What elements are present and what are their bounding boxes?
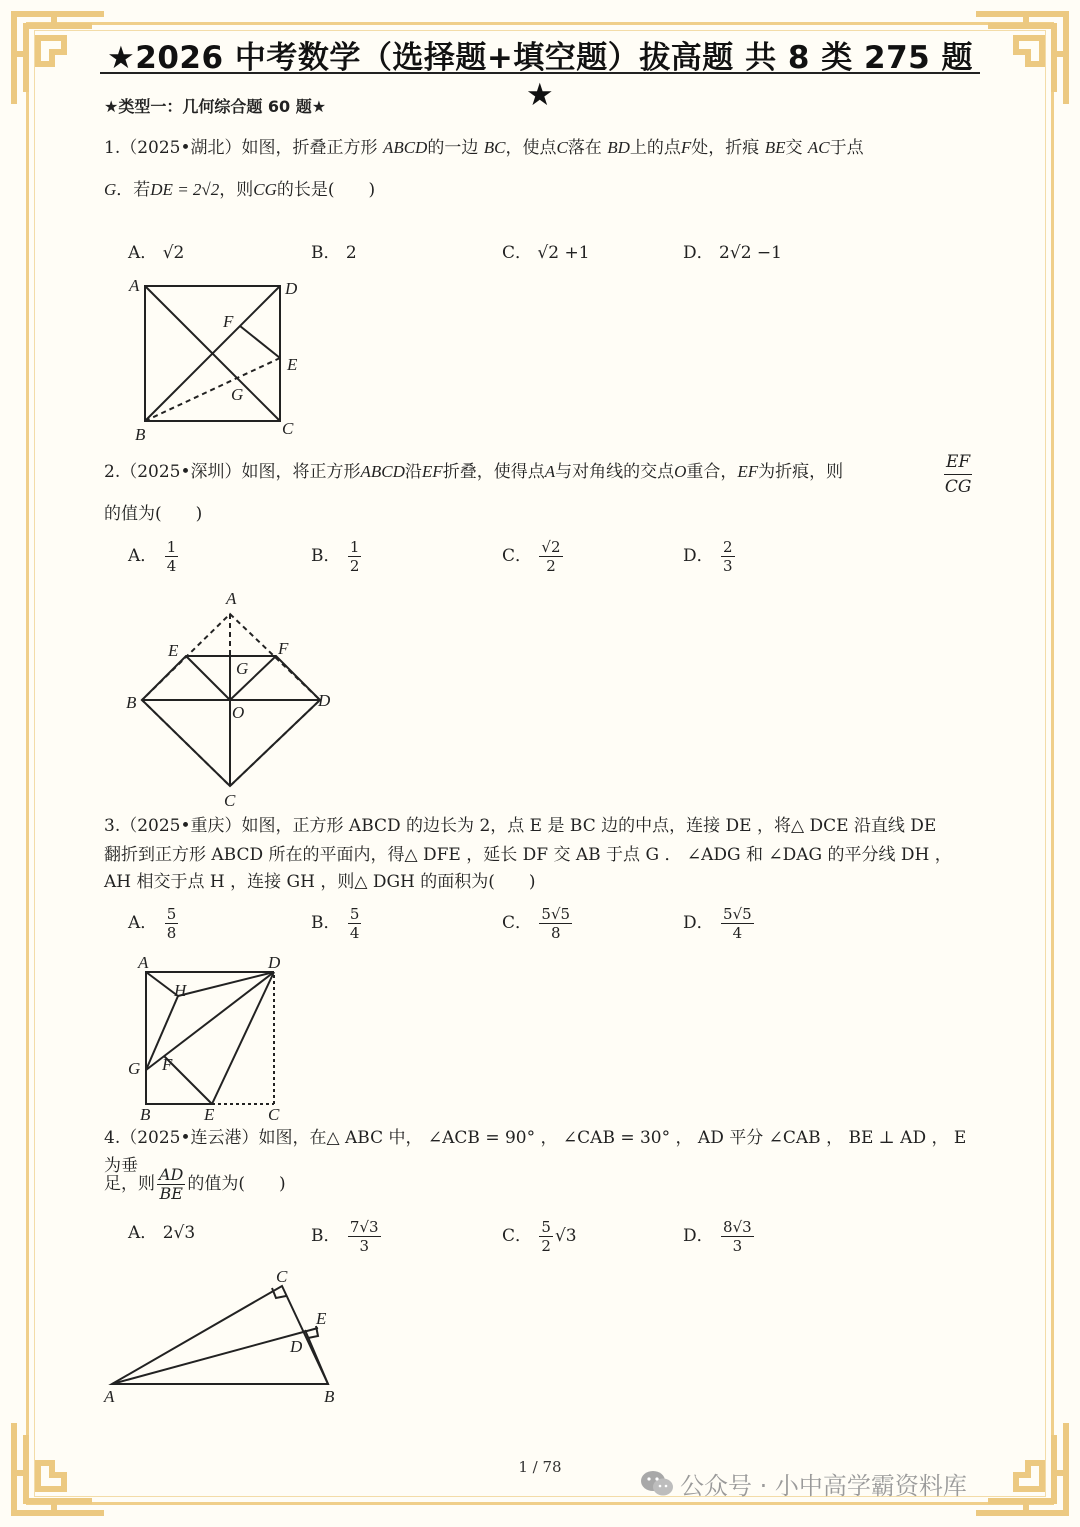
label-g: G — [128, 1059, 141, 1078]
page-title: ★2026 中考数学（选择题+填空题）拔高题 共 8 类 275 题★ — [106, 40, 974, 113]
label-b: B — [135, 425, 146, 444]
question-1-figure — [125, 272, 315, 447]
label-g: G — [236, 659, 249, 678]
corner-ornament-icon — [966, 4, 1076, 114]
label-b: B — [140, 1105, 151, 1124]
question-4: 4.（2025•连云港）如图，在△ ABC 中， ∠ACB = 90° ， ∠CAB = 30° ， AD 平分 ∠CAB ， BE ⊥ AD ， E 为垂 — [104, 1128, 967, 1176]
option-b[interactable]: B． $\frac{1}{2}$ — [311, 538, 360, 575]
square-sides — [146, 972, 274, 1104]
option-a[interactable]: A． √2 — [128, 243, 185, 263]
label-f: F — [278, 639, 289, 658]
wechat-icon — [640, 1469, 674, 1499]
fold-be — [145, 358, 280, 421]
question-3-line2: 翻折到正方形 ABCD 所在的平面内，得△ DFE ，延长 DF 交 AB 于点 G ． ∠ADG 和 ∠DAG 的平分线 DH ， — [104, 845, 952, 865]
label-a: A — [138, 953, 149, 972]
option-b[interactable]: B． $\frac{7√3}{3}$ — [311, 1218, 379, 1255]
option-d[interactable]: D． $\frac{2}{3}$ — [683, 538, 733, 575]
label-c: C — [276, 1267, 288, 1286]
segment-ed — [212, 972, 274, 1104]
label-a: A — [104, 1387, 115, 1406]
label-f: F — [223, 312, 234, 331]
label-a: A — [129, 276, 140, 295]
section-heading: ★类型一：几何综合题 60 题★ — [104, 97, 327, 116]
option-c[interactable]: C． √2 +1 — [502, 243, 590, 263]
option-c[interactable]: C． $\frac{√2}{2}$ — [502, 538, 561, 575]
option-c[interactable]: C． $\frac{5}{2}$ √3 — [502, 1218, 577, 1255]
question-2-line2: 的值为( ) — [104, 504, 203, 524]
question-2-figure — [120, 588, 340, 810]
corner-ornament-icon — [4, 4, 114, 114]
option-d[interactable]: D． $\frac{8√3}{3}$ — [683, 1218, 752, 1255]
segment-eo — [186, 656, 230, 700]
title-divider — [100, 72, 980, 74]
page-number: 1 / 78 — [518, 1458, 562, 1476]
label-e: E — [168, 641, 179, 660]
watermark: 公众号 · 小中高学霸资料库 — [640, 1466, 967, 1501]
label-o: O — [232, 703, 245, 722]
option-a[interactable]: A． $\frac{1}{4}$ — [128, 538, 177, 575]
question-4-figure — [100, 1266, 350, 1406]
question-3-figure — [122, 952, 292, 1127]
label-d: D — [285, 279, 298, 298]
label-d: D — [318, 691, 331, 710]
fraction-ad-be: $\frac{AD}{BE}$ — [159, 1165, 184, 1203]
label-c: C — [224, 791, 236, 810]
segment-fe — [240, 326, 280, 358]
label-h: H — [174, 981, 187, 1000]
option-b[interactable]: B． 2 — [311, 243, 357, 263]
question-1: 1.（2025•湖北）如图，折叠正方形 ABCD的一边 BC，使点C落在 BD上的点F处，折痕 BE交 AC于点 — [104, 138, 864, 158]
label-b: B — [324, 1387, 335, 1406]
option-d[interactable]: D． 2√2 −1 — [683, 243, 782, 263]
label-g: G — [231, 385, 244, 404]
label-c: C — [282, 419, 294, 438]
question-2: 2.（2025•深圳）如图，将正方形ABCD沿EF折叠，使得点A与对角线的交点O重合，EF为折痕，则 $\frac{EF}{CG}$ — [104, 452, 972, 497]
question-3-line3: AH 相交于点 H ，连接 GH ，则△ DGH 的面积为( ) — [104, 872, 536, 892]
option-b[interactable]: B． $\frac{5}{4}$ — [311, 905, 360, 942]
label-a: A — [226, 589, 237, 608]
question-4-line2: 足，则 $\frac{AD}{BE}$ 的值为( ) — [104, 1165, 286, 1203]
question-3: 3.（2025•重庆）如图，正方形 ABCD 的边长为 2，点 E 是 BC 边的中点，连接 DE ，将△ DCE 沿直线 DE — [104, 816, 937, 836]
label-f: F — [162, 1055, 173, 1074]
label-d: D — [268, 953, 281, 972]
label-e: E — [287, 355, 298, 374]
fraction-ef-cg: $\frac{EF}{CG}$ — [944, 452, 972, 497]
label-e: E — [316, 1309, 327, 1328]
label-b: B — [126, 693, 137, 712]
segment-ae — [112, 1328, 318, 1384]
label-e: E — [204, 1105, 215, 1124]
option-a[interactable]: A． $\frac{5}{8}$ — [128, 905, 177, 942]
label-c: C — [268, 1105, 280, 1124]
option-d[interactable]: D． $\frac{5√5}{4}$ — [683, 905, 752, 942]
question-1-line2: G．若DE = 2√2，则CG的长是( ) — [104, 180, 376, 200]
label-d: D — [290, 1337, 303, 1356]
option-c[interactable]: C． $\frac{5√5}{8}$ — [502, 905, 571, 942]
option-a[interactable]: A． 2√3 — [128, 1223, 196, 1243]
